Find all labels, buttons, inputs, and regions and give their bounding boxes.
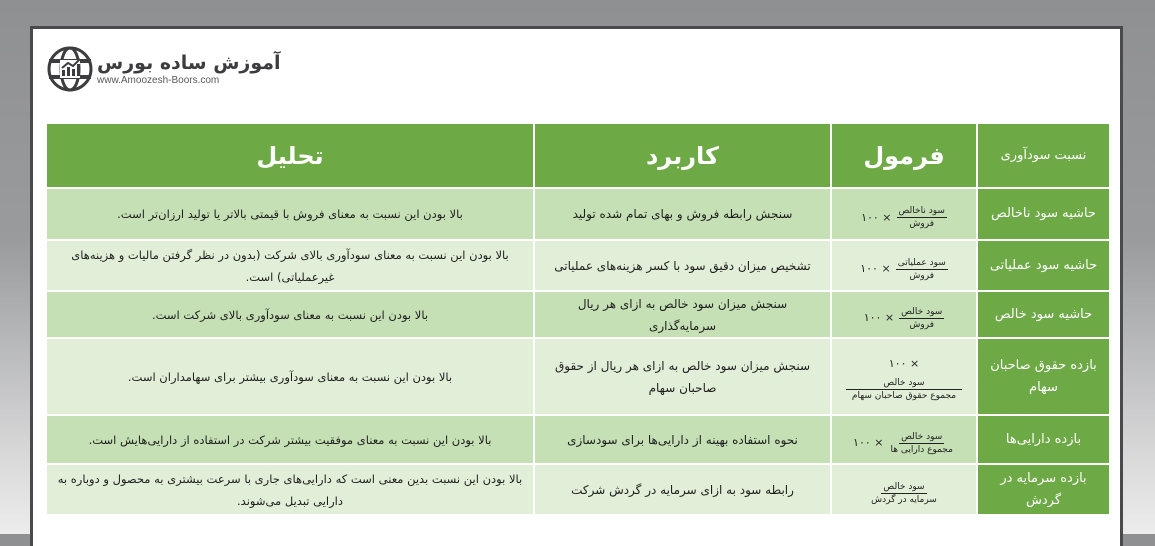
- ratio-name: بازده دارایی‌ها: [977, 415, 1110, 464]
- formula-multiplier: ۱۰۰ ×: [888, 356, 920, 370]
- ratio-name: بازده حقوق صاحبان سهام: [977, 338, 1110, 415]
- ratio-name: حاشیه سود ناخالص: [977, 188, 1110, 240]
- logo-title: آموزش ساده بورس: [97, 51, 281, 74]
- ratio-formula: [831, 291, 977, 338]
- formula-fraction: $\frac{\text{سود خالص}}{\text{فروش}}$: [901, 306, 943, 330]
- header-usage: کاربرد: [534, 123, 831, 188]
- formula-multiplier: ۱۰۰ ×: [863, 311, 895, 324]
- table-row: [46, 188, 1110, 240]
- ratio-usage: سنجش رابطه فروش و بهای تمام شده تولید: [534, 188, 831, 240]
- table-row: [46, 338, 1110, 415]
- ratio-analysis: بالا بودن این نسبت بدین معنی است که دارایی‌های جاری با سرعت بیشتری به محصول و دوباره به دارایی تبدیل می‌شوند.: [46, 464, 534, 515]
- ratio-analysis: بالا بودن این نسبت به معنای موفقیت بیشتر شرکت در استفاده از دارایی‌هایش است.: [46, 415, 534, 464]
- formula-fraction: $\frac{\text{سود ناخالص}}{\text{فروش}}$: [898, 206, 945, 229]
- profitability-ratios-table: [45, 122, 1111, 516]
- table-row: [46, 291, 1110, 338]
- header-formula: فرمول: [831, 123, 977, 188]
- formula-fraction: $\frac{\text{سود خالص}}{\text{سرمایه در گردش}}$: [871, 481, 937, 505]
- formula-multiplier: ۱۰۰ ×: [860, 262, 891, 275]
- ratio-usage: سنجش میزان سود خالص به ازای هر ریال از حقوق صاحبان سهام: [534, 338, 831, 415]
- ratio-formula: [831, 338, 977, 415]
- formula-fraction: $\frac{\text{سود خالص}}{\text{مجموع دارایی ها}}$: [890, 431, 953, 455]
- ratio-analysis: بالا بودن این نسبت به معنای سودآوری بیشتر برای سهامداران است.: [46, 338, 534, 415]
- ratio-formula: [831, 464, 977, 515]
- ratio-name: بازده سرمایه در گردش: [977, 464, 1110, 515]
- ratio-usage: رابطه سود به ازای سرمایه در گردش شرکت: [534, 464, 831, 515]
- header-analysis: تحلیل: [46, 123, 534, 188]
- formula-multiplier: ۱۰۰ ×: [853, 436, 884, 449]
- table-row: [46, 240, 1110, 291]
- site-logo[interactable]: [47, 44, 281, 94]
- ratio-formula: [831, 188, 977, 240]
- table-row: [46, 464, 1110, 515]
- ratio-name: حاشیه سود عملیاتی: [977, 240, 1110, 291]
- globe-chart-icon: [47, 46, 93, 92]
- ratio-formula: [831, 240, 977, 291]
- logo-url: www.Amoozesh-Boors.com: [97, 74, 220, 86]
- formula-multiplier: ۱۰۰ ×: [861, 210, 892, 224]
- table-header-row: [46, 123, 1110, 188]
- ratio-formula: [831, 415, 977, 464]
- ratio-usage: سنجش میزان سود خالص به ازای هر ریال سرمایه‌گذاری: [534, 291, 831, 338]
- ratio-usage: تشخیص میزان دقیق سود با کسر هزینه‌های عملیاتی: [534, 240, 831, 291]
- header-ratio: نسبت سودآوری: [977, 123, 1110, 188]
- ratio-analysis: بالا بودن این نسبت به معنای سودآوری بالای شرکت است.: [46, 291, 534, 338]
- formula-fraction: $\frac{\text{سود عملیاتی}}{\text{فروش}}$: [897, 257, 946, 281]
- formula-fraction: $\frac{\text{سود خالص}}{\text{مجموع حقوق صاحبان سهام}}$: [846, 377, 962, 402]
- ratio-name: حاشیه سود خالص: [977, 291, 1110, 338]
- ratio-analysis: بالا بودن این نسبت به معنای سودآوری بالای شرکت (بدون در نظر گرفتن مالیات و هزینه‌های غیرعملیاتی) است.: [46, 240, 534, 291]
- ratio-analysis: بالا بودن این نسبت به معنای فروش با قیمتی بالاتر یا تولید ارزان‌تر است.: [46, 188, 534, 240]
- table-row: [46, 415, 1110, 464]
- ratio-usage: نحوه استفاده بهینه از دارایی‌ها برای سودسازی: [534, 415, 831, 464]
